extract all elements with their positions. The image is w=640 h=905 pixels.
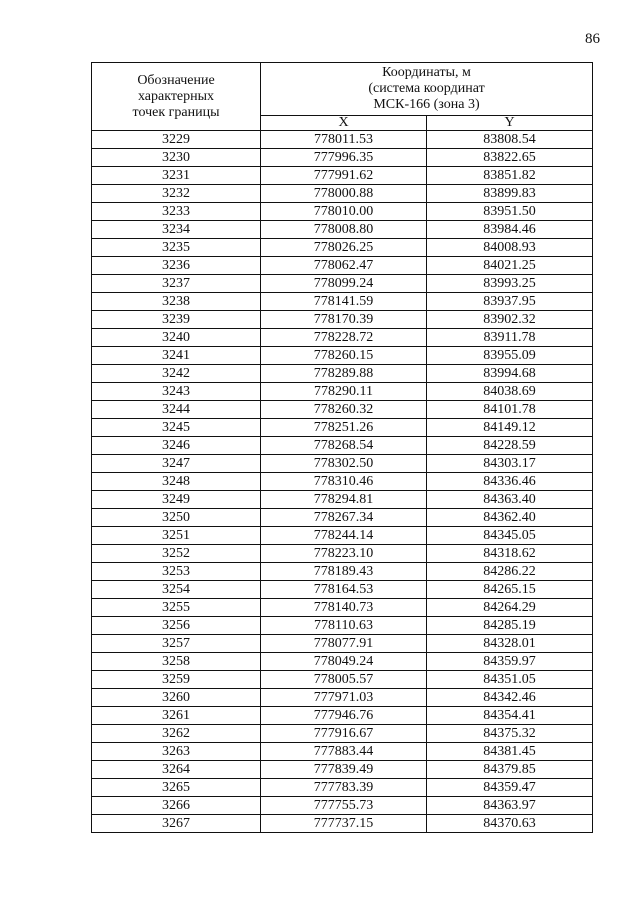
y-coordinate-cell: 83984.46 (427, 221, 593, 239)
x-coordinate-cell: 778268.54 (261, 437, 427, 455)
table-row (92, 203, 593, 221)
y-coordinate-cell: 83955.09 (427, 347, 593, 365)
y-coordinate-cell: 84285.19 (427, 617, 593, 635)
y-coordinate-cell: 84381.45 (427, 743, 593, 761)
point-id-cell: 3231 (92, 167, 261, 185)
y-coordinate-cell: 84375.32 (427, 725, 593, 743)
point-id-cell: 3260 (92, 689, 261, 707)
point-id-cell: 3236 (92, 257, 261, 275)
table-row (92, 347, 593, 365)
x-coordinate-cell: 777916.67 (261, 725, 427, 743)
x-coordinate-cell: 778110.63 (261, 617, 427, 635)
x-coordinate-cell: 778164.53 (261, 581, 427, 599)
y-coordinate-cell: 84265.15 (427, 581, 593, 599)
y-coordinate-cell: 83994.68 (427, 365, 593, 383)
table-row (92, 797, 593, 815)
y-coordinate-cell: 83822.65 (427, 149, 593, 167)
x-coordinate-cell: 777996.35 (261, 149, 427, 167)
table-row (92, 167, 593, 185)
y-coordinate-cell: 84303.17 (427, 455, 593, 473)
y-coordinate-cell: 84379.85 (427, 761, 593, 779)
point-id-cell: 3250 (92, 509, 261, 527)
point-id-cell: 3267 (92, 815, 261, 833)
y-coordinate-cell: 84351.05 (427, 671, 593, 689)
y-coordinate-cell: 84336.46 (427, 473, 593, 491)
table-row (92, 527, 593, 545)
y-coordinate-cell: 84354.41 (427, 707, 593, 725)
y-coordinate-cell: 83899.83 (427, 185, 593, 203)
y-coordinate-cell: 84342.46 (427, 689, 593, 707)
y-coordinate-cell: 84021.25 (427, 257, 593, 275)
table-row (92, 401, 593, 419)
table-row (92, 293, 593, 311)
y-coordinate-cell: 84359.47 (427, 779, 593, 797)
y-column-header: Y (427, 116, 593, 131)
x-coordinate-cell: 778223.10 (261, 545, 427, 563)
point-id-cell: 3229 (92, 131, 261, 149)
point-id-cell: 3264 (92, 761, 261, 779)
y-coordinate-cell: 84101.78 (427, 401, 593, 419)
y-coordinate-cell: 83911.78 (427, 329, 593, 347)
table-row (92, 131, 593, 149)
table-row (92, 761, 593, 779)
table-row (92, 149, 593, 167)
point-id-cell: 3253 (92, 563, 261, 581)
x-coordinate-cell: 778026.25 (261, 239, 427, 257)
y-coordinate-cell: 83808.54 (427, 131, 593, 149)
y-coordinate-cell: 83951.50 (427, 203, 593, 221)
point-id-cell: 3247 (92, 455, 261, 473)
point-id-cell: 3242 (92, 365, 261, 383)
point-id-cell: 3249 (92, 491, 261, 509)
y-coordinate-cell: 84149.12 (427, 419, 593, 437)
x-coordinate-cell: 778228.72 (261, 329, 427, 347)
x-coordinate-cell: 777839.49 (261, 761, 427, 779)
table-row (92, 617, 593, 635)
point-id-cell: 3257 (92, 635, 261, 653)
table-row (92, 473, 593, 491)
table-header (92, 63, 593, 131)
table-row (92, 365, 593, 383)
y-coordinate-cell: 84359.97 (427, 653, 593, 671)
table-row (92, 707, 593, 725)
point-id-cell: 3243 (92, 383, 261, 401)
x-coordinate-cell: 777991.62 (261, 167, 427, 185)
coordinates-table (91, 62, 593, 833)
table-row (92, 509, 593, 527)
x-coordinate-cell: 778008.80 (261, 221, 427, 239)
point-id-cell: 3265 (92, 779, 261, 797)
point-id-cell: 3244 (92, 401, 261, 419)
page-number: 86 (585, 31, 600, 47)
x-coordinate-cell: 778302.50 (261, 455, 427, 473)
y-coordinate-cell: 84328.01 (427, 635, 593, 653)
point-id-cell: 3233 (92, 203, 261, 221)
point-id-cell: 3239 (92, 311, 261, 329)
table-row (92, 437, 593, 455)
table-row (92, 815, 593, 833)
table-row (92, 419, 593, 437)
table-row (92, 455, 593, 473)
table-row (92, 383, 593, 401)
point-id-cell: 3252 (92, 545, 261, 563)
table-row (92, 275, 593, 293)
coordinates-header: Координаты, м (система координат МСК-166 (зона 3) (261, 63, 593, 116)
point-id-cell: 3246 (92, 437, 261, 455)
table-row (92, 329, 593, 347)
x-coordinate-cell: 777755.73 (261, 797, 427, 815)
point-id-cell: 3230 (92, 149, 261, 167)
x-column-header: X (261, 116, 427, 131)
table-row (92, 689, 593, 707)
point-id-cell: 3240 (92, 329, 261, 347)
x-coordinate-cell: 778010.00 (261, 203, 427, 221)
x-coordinate-cell: 778290.11 (261, 383, 427, 401)
y-coordinate-cell: 84318.62 (427, 545, 593, 563)
x-coordinate-cell: 778267.34 (261, 509, 427, 527)
table-row (92, 491, 593, 509)
x-coordinate-cell: 778049.24 (261, 653, 427, 671)
point-id-cell: 3263 (92, 743, 261, 761)
y-coordinate-cell: 83937.95 (427, 293, 593, 311)
point-id-cell: 3234 (92, 221, 261, 239)
point-id-cell: 3235 (92, 239, 261, 257)
y-coordinate-cell: 83851.82 (427, 167, 593, 185)
table-row (92, 635, 593, 653)
table-row (92, 599, 593, 617)
table-body (92, 131, 593, 833)
x-coordinate-cell: 778011.53 (261, 131, 427, 149)
point-id-cell: 3266 (92, 797, 261, 815)
x-coordinate-cell: 778310.46 (261, 473, 427, 491)
y-coordinate-cell: 84363.40 (427, 491, 593, 509)
x-coordinate-cell: 778294.81 (261, 491, 427, 509)
x-coordinate-cell: 778289.88 (261, 365, 427, 383)
table-row (92, 311, 593, 329)
x-coordinate-cell: 778062.47 (261, 257, 427, 275)
table-row (92, 221, 593, 239)
x-coordinate-cell: 778251.26 (261, 419, 427, 437)
point-id-cell: 3259 (92, 671, 261, 689)
table-row (92, 581, 593, 599)
y-coordinate-cell: 84345.05 (427, 527, 593, 545)
x-coordinate-cell: 778260.15 (261, 347, 427, 365)
y-coordinate-cell: 84228.59 (427, 437, 593, 455)
x-coordinate-cell: 778260.32 (261, 401, 427, 419)
point-id-cell: 3256 (92, 617, 261, 635)
table-row (92, 185, 593, 203)
point-id-cell: 3238 (92, 293, 261, 311)
x-coordinate-cell: 778140.73 (261, 599, 427, 617)
y-coordinate-cell: 84363.97 (427, 797, 593, 815)
table-row (92, 671, 593, 689)
x-coordinate-cell: 778170.39 (261, 311, 427, 329)
point-id-cell: 3262 (92, 725, 261, 743)
y-coordinate-cell: 84370.63 (427, 815, 593, 833)
point-id-cell: 3245 (92, 419, 261, 437)
table-row (92, 779, 593, 797)
point-designation-header: Обозначение характерных точек границы (92, 63, 261, 131)
point-id-cell: 3254 (92, 581, 261, 599)
x-coordinate-cell: 778244.14 (261, 527, 427, 545)
table-row (92, 545, 593, 563)
table-row (92, 239, 593, 257)
y-coordinate-cell: 84362.40 (427, 509, 593, 527)
table-row (92, 743, 593, 761)
x-coordinate-cell: 777971.03 (261, 689, 427, 707)
point-id-cell: 3237 (92, 275, 261, 293)
x-coordinate-cell: 777737.15 (261, 815, 427, 833)
point-id-cell: 3232 (92, 185, 261, 203)
y-coordinate-cell: 84038.69 (427, 383, 593, 401)
y-coordinate-cell: 84008.93 (427, 239, 593, 257)
point-id-cell: 3258 (92, 653, 261, 671)
point-id-cell: 3255 (92, 599, 261, 617)
x-coordinate-cell: 778077.91 (261, 635, 427, 653)
point-id-cell: 3248 (92, 473, 261, 491)
table-row (92, 725, 593, 743)
y-coordinate-cell: 83993.25 (427, 275, 593, 293)
y-coordinate-cell: 84264.29 (427, 599, 593, 617)
table-row (92, 653, 593, 671)
point-id-cell: 3251 (92, 527, 261, 545)
table-row (92, 257, 593, 275)
x-coordinate-cell: 778189.43 (261, 563, 427, 581)
x-coordinate-cell: 778005.57 (261, 671, 427, 689)
x-coordinate-cell: 777783.39 (261, 779, 427, 797)
x-coordinate-cell: 777883.44 (261, 743, 427, 761)
point-id-cell: 3241 (92, 347, 261, 365)
point-id-cell: 3261 (92, 707, 261, 725)
table-row (92, 563, 593, 581)
x-coordinate-cell: 778000.88 (261, 185, 427, 203)
y-coordinate-cell: 84286.22 (427, 563, 593, 581)
x-coordinate-cell: 778099.24 (261, 275, 427, 293)
x-coordinate-cell: 777946.76 (261, 707, 427, 725)
x-coordinate-cell: 778141.59 (261, 293, 427, 311)
y-coordinate-cell: 83902.32 (427, 311, 593, 329)
